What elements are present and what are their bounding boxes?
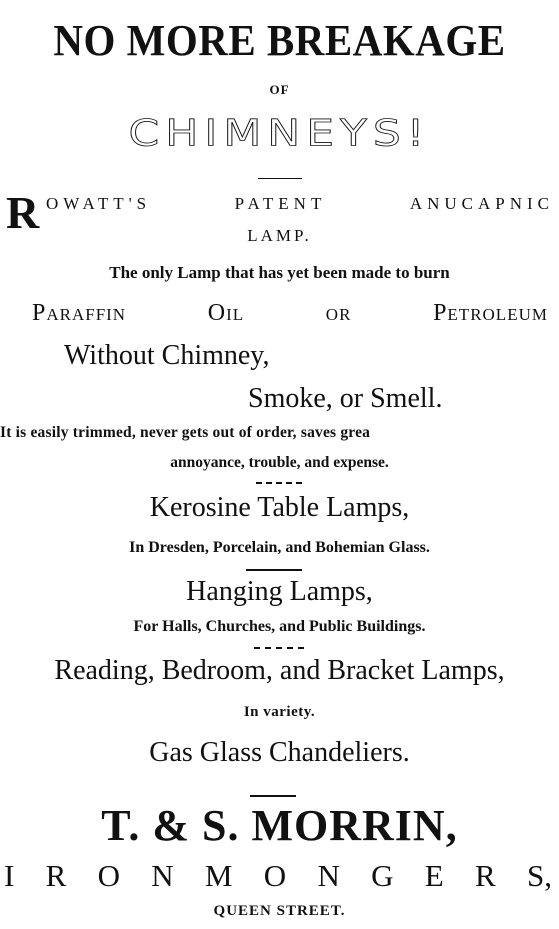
trade-letter: O bbox=[263, 858, 287, 893]
drop-cap: R bbox=[6, 187, 40, 238]
fuel-line bbox=[32, 300, 548, 327]
rowatt-title bbox=[46, 194, 554, 214]
divider bbox=[258, 178, 302, 179]
reading-heading: Reading, Bedroom, and Bracket Lamps, bbox=[54, 655, 505, 686]
kerosine-heading: Kerosine Table Lamps, bbox=[149, 492, 410, 523]
annoyance-text: annoyance, trouble, and expense. bbox=[170, 454, 389, 471]
divider bbox=[254, 647, 304, 649]
trade-letter: M bbox=[204, 858, 233, 893]
hanging-heading: Hanging Lamps, bbox=[186, 576, 373, 607]
chimneys-heading: CHIMNEYS! bbox=[128, 112, 431, 155]
trimmed-text: It is easily trimmed, never gets out of order, saves grea bbox=[0, 424, 371, 441]
trade-letter: E bbox=[424, 858, 444, 893]
divider bbox=[246, 569, 302, 571]
trade-line bbox=[4, 858, 552, 894]
gas-heading: Gas Glass Chandeliers. bbox=[149, 737, 410, 768]
dresden-text: In Dresden, Porcelain, and Bohemian Glass. bbox=[129, 539, 430, 556]
firm-name: T. & S. MORRIN, bbox=[101, 801, 458, 850]
divider bbox=[256, 482, 302, 484]
trade-letter: G bbox=[371, 858, 394, 893]
trade-letter: R bbox=[475, 858, 496, 893]
trade-letter: I bbox=[4, 858, 15, 893]
smoke-smell: Smoke, or Smell. bbox=[248, 383, 443, 414]
fuel-word: Oil bbox=[207, 300, 245, 326]
variety-text: In variety. bbox=[243, 704, 316, 720]
rowatt-word: OWATT'S bbox=[46, 194, 152, 213]
trade-letter: O bbox=[97, 858, 120, 893]
fuel-word: Petroleum bbox=[433, 300, 548, 326]
headline: NO MORE BREAKAGE bbox=[53, 15, 506, 65]
trade-letter: N bbox=[151, 858, 174, 893]
without-chimney: Without Chimney, bbox=[64, 340, 270, 371]
rowatt-word: PATENT bbox=[234, 194, 327, 213]
trade-letter: N bbox=[317, 858, 340, 893]
rowatt-word: ANUCAPNIC bbox=[409, 194, 554, 213]
trade-letter: S, bbox=[526, 858, 552, 893]
only-lamp-text: The only Lamp that has yet been made to burn bbox=[109, 263, 450, 282]
trade-letter: R bbox=[45, 858, 67, 893]
of-word: OF bbox=[269, 82, 290, 97]
divider bbox=[250, 795, 296, 797]
fuel-word: Paraffin bbox=[32, 300, 127, 326]
rowatt-lamp: LAMP. bbox=[247, 226, 312, 245]
fuel-word: or bbox=[325, 300, 352, 326]
halls-text: For Halls, Churches, and Public Buildings. bbox=[133, 618, 426, 635]
address: QUEEN STREET. bbox=[213, 903, 346, 919]
